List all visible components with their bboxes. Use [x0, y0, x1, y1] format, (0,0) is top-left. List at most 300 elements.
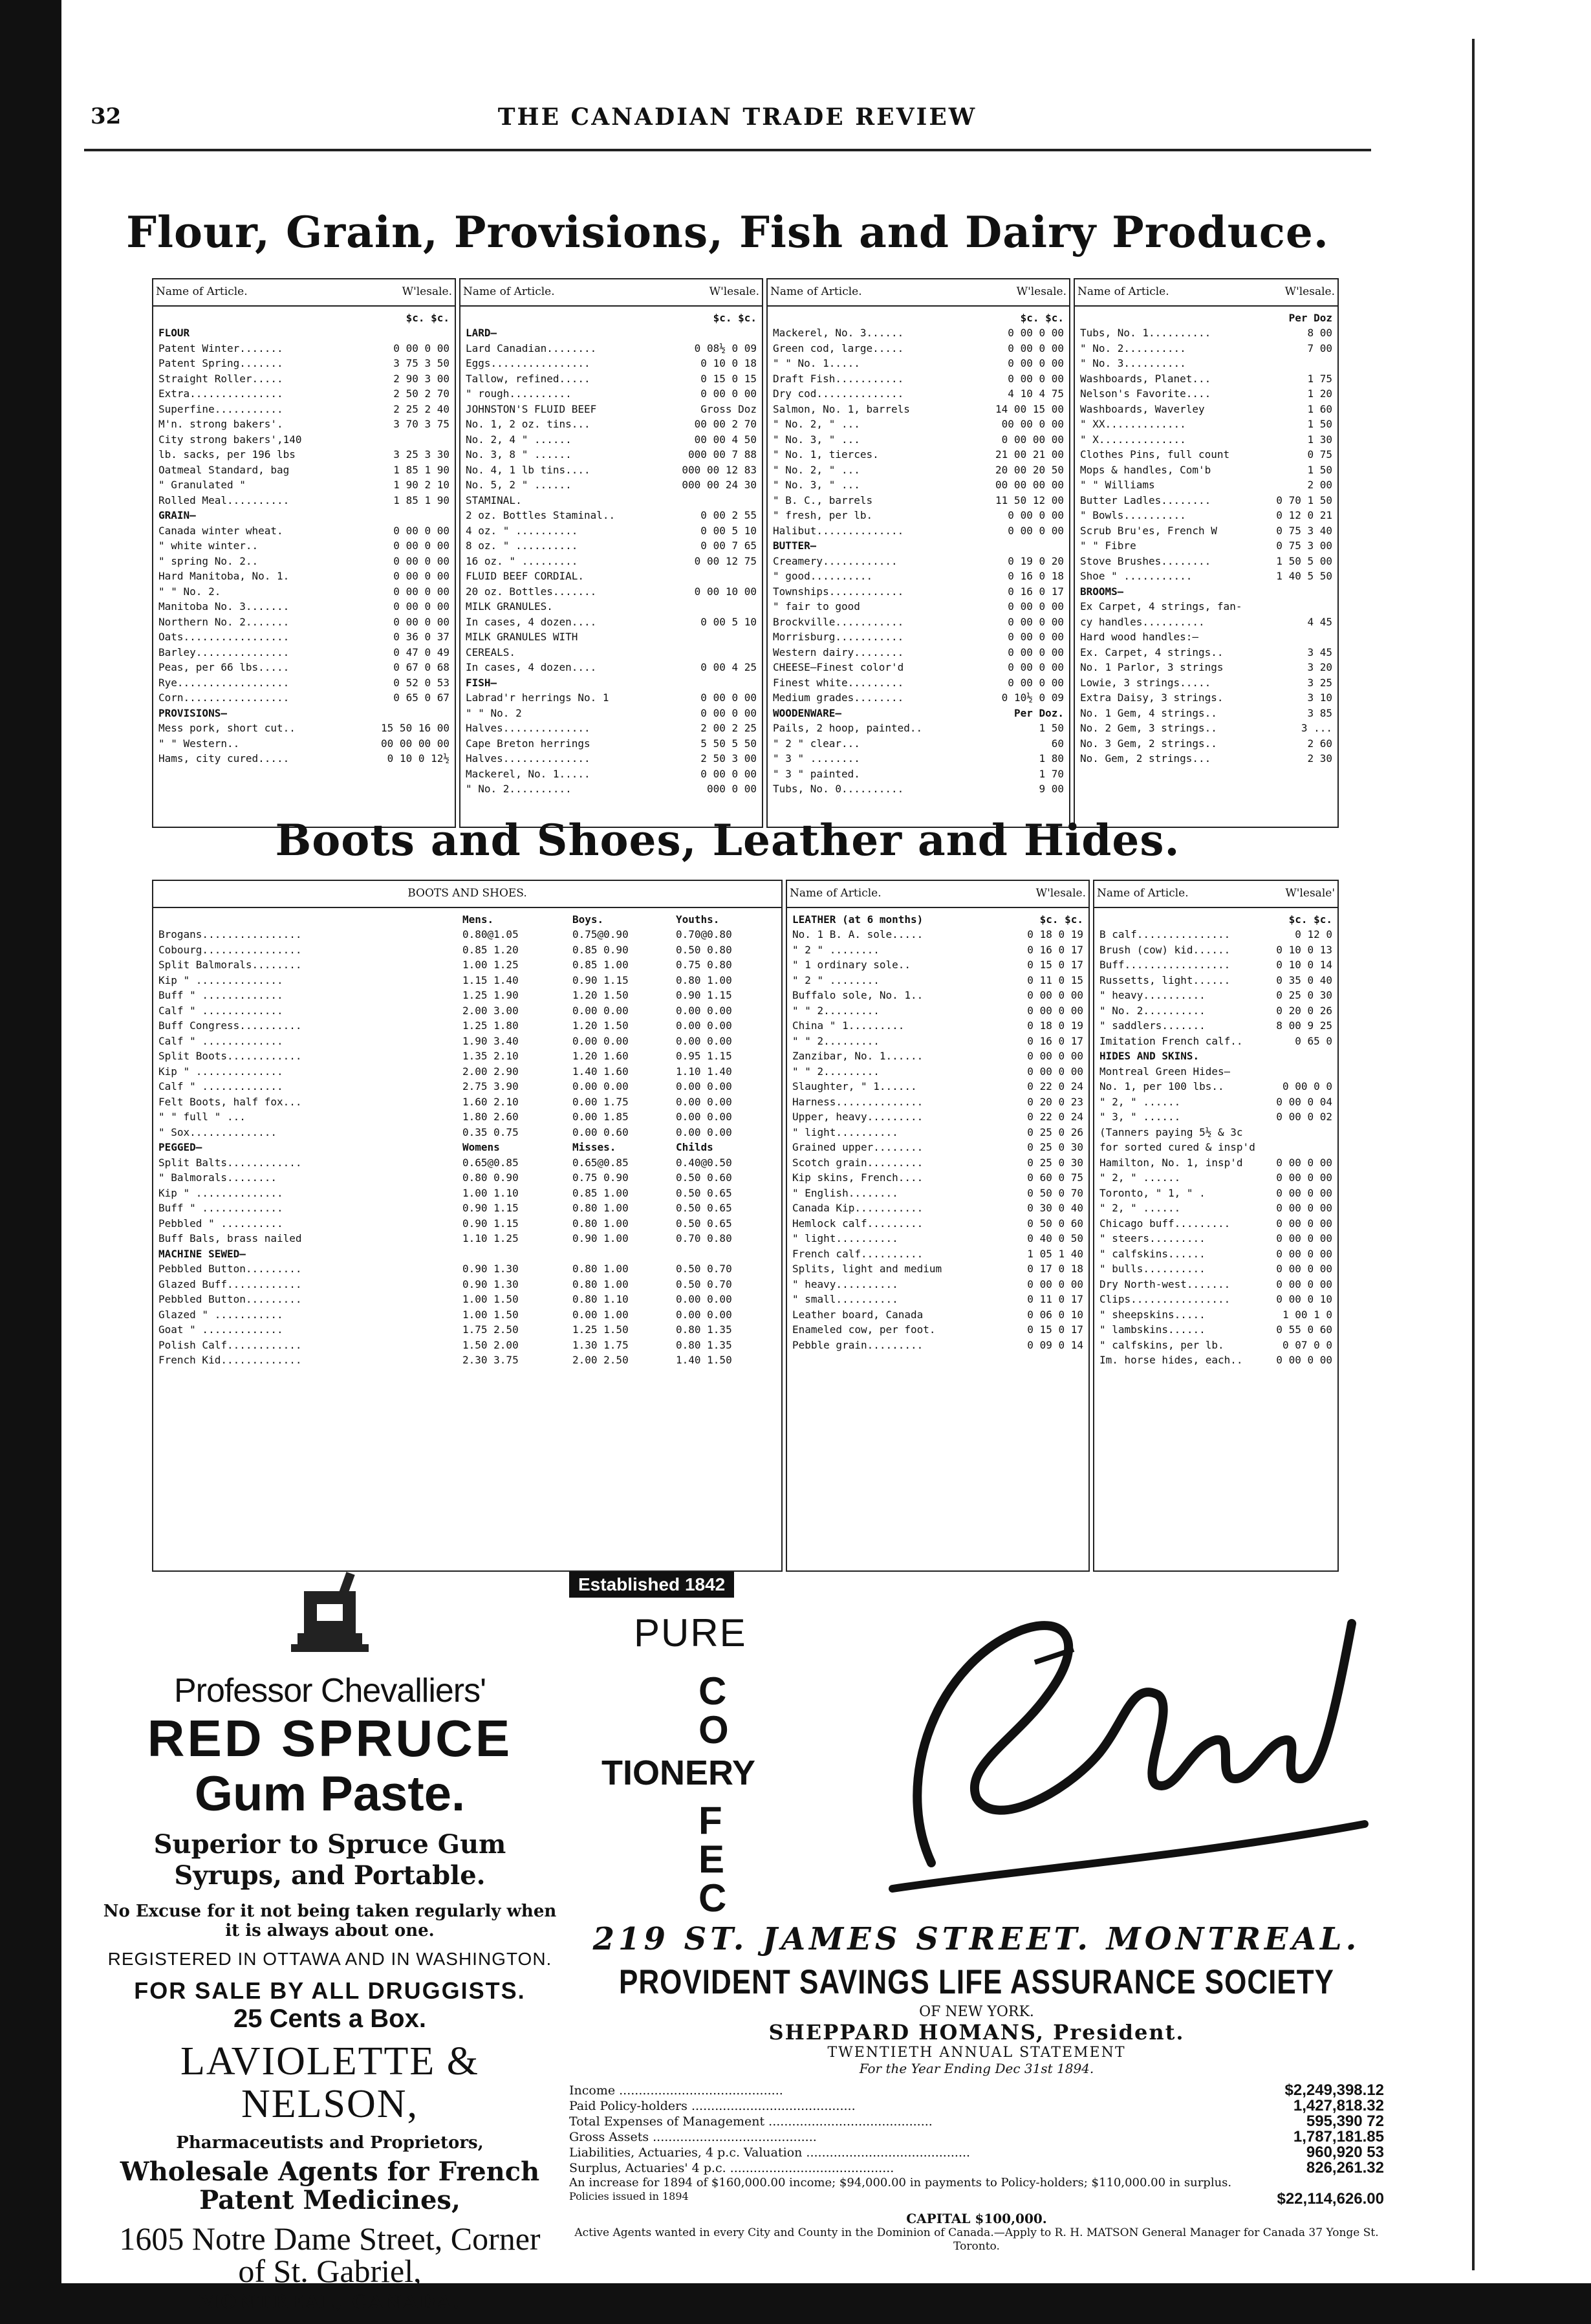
item-price: 1 85 1 90	[393, 494, 449, 506]
ad-letter-c: C	[698, 1669, 727, 1713]
list-item	[466, 477, 757, 493]
item-name: " 2 " ........	[792, 943, 880, 956]
scan-edge-left	[0, 0, 61, 2324]
list-item	[1080, 675, 1332, 691]
item-name: " " No. 2	[466, 706, 522, 719]
item-price: 2 00	[1307, 479, 1332, 491]
item-price: 0 17 0 18	[1027, 1263, 1083, 1275]
item-name: Tallow, refined.....	[466, 372, 590, 385]
item-name: WOODENWARE—	[773, 706, 841, 719]
item-name: Halves..............	[466, 752, 590, 765]
item-price: 0 20 0 23	[1027, 1095, 1083, 1108]
item-name: No. 3, 8 " ......	[466, 448, 572, 461]
list-item	[158, 1109, 776, 1125]
list-item	[466, 493, 757, 508]
item-price: Womens	[462, 1141, 500, 1153]
item-price: Mens.	[462, 913, 494, 926]
list-item	[158, 569, 449, 584]
item-name: MACHINE SEWED—	[158, 1247, 246, 1260]
item-name: " Sox..............	[158, 1125, 277, 1138]
item-name: Canada winter wheat.	[158, 524, 283, 537]
list-item	[1080, 477, 1332, 493]
item-price: 0.00 0.00	[572, 1034, 629, 1047]
item-price: 0.90 1.00	[572, 1232, 629, 1244]
provident-line	[569, 2098, 1384, 2114]
item-price: 0 35 0 40	[1276, 973, 1332, 986]
item-price: 1 75	[1307, 372, 1332, 385]
item-name: " 3 " painted.	[773, 767, 860, 780]
item-price: 20 00 20 50	[995, 463, 1064, 476]
item-name: " 2 " clear...	[773, 737, 860, 750]
ad-provident	[569, 1963, 1384, 2253]
item-name: Washboards, Waverley	[1080, 402, 1205, 415]
column-header	[153, 279, 455, 307]
item-price: 2 90 3 00	[393, 372, 449, 385]
list-item	[1099, 1307, 1332, 1323]
item-price: 0 00 0 00	[700, 706, 757, 719]
item-name: Pebbled Button.........	[158, 1293, 302, 1305]
ad-letter-f: F	[698, 1799, 722, 1842]
item-name: Montreal Green Hides—	[1099, 1065, 1231, 1078]
provident-line-value: 826,261.32	[1306, 2159, 1384, 2177]
item-name: " " Western..	[158, 737, 240, 750]
item-price: 1 00 1 0	[1282, 1308, 1332, 1321]
page-number: 32	[91, 103, 122, 129]
item-name: Green cod, large.....	[773, 342, 904, 354]
item-name: 4 oz. " ..........	[466, 524, 578, 537]
item-price: 0 00 0 00	[1276, 1263, 1332, 1275]
item-price: 0 00 0 00	[1008, 524, 1064, 537]
item-name: Draft Fish...........	[773, 372, 904, 385]
item-price: 0 00 0 00	[393, 342, 449, 354]
item-name: Mops & handles, Com'b	[1080, 463, 1211, 476]
item-price: 0 00 0 00	[1008, 509, 1064, 521]
list-item	[158, 310, 449, 326]
item-name: " " full " ...	[158, 1111, 246, 1123]
list-item	[158, 645, 449, 660]
item-price: 0 15 0 15	[700, 372, 757, 385]
item-name: " white winter..	[158, 539, 259, 552]
list-item	[1099, 912, 1332, 928]
list-item	[792, 1140, 1083, 1155]
item-price: 0 10½ 0 09	[1001, 691, 1064, 704]
list-item	[792, 927, 1083, 942]
item-name: Cobourg................	[158, 943, 302, 956]
item-price: 0.00 0.00	[572, 1004, 629, 1017]
list-item	[792, 1246, 1083, 1262]
provident-line-value: 595,390 72	[1306, 2112, 1384, 2130]
list-item	[792, 1322, 1083, 1338]
item-name: Scotch grain.........	[792, 1156, 924, 1169]
item-name: Clothes Pins, full count	[1080, 448, 1230, 461]
item-name: Oatmeal Standard, bag	[158, 463, 290, 476]
list-item	[466, 356, 757, 371]
list-item	[1080, 356, 1332, 371]
list-item	[466, 447, 757, 462]
list-item	[1080, 325, 1332, 341]
ad-city: MONTREAL, CANADA.	[199, 2291, 461, 2312]
item-price: 1 60	[1307, 402, 1332, 415]
list-item	[466, 325, 757, 341]
item-name: City strong bakers',140	[158, 433, 302, 446]
list-item	[466, 660, 757, 675]
item-name: French Kid.............	[158, 1354, 302, 1366]
provident-line	[569, 2114, 1384, 2129]
list-item	[158, 1140, 776, 1155]
item-name: 2 oz. Bottles Staminal..	[466, 509, 616, 521]
item-price: 0 36 0 37	[393, 631, 449, 643]
list-item	[158, 462, 449, 478]
price-panel-leather	[786, 880, 1090, 1572]
item-name: " No. 1, tierces.	[773, 448, 879, 461]
item-price: 1 20	[1307, 387, 1332, 400]
item-name: " 2, " ......	[1099, 1171, 1181, 1184]
column-header	[768, 279, 1069, 307]
list-item	[1080, 508, 1332, 523]
list-item	[1099, 1246, 1332, 1262]
item-name: Manitoba No. 3.......	[158, 600, 290, 613]
item-price: 0 00 0 00	[393, 600, 449, 613]
item-price: 0 00 12 75	[694, 554, 757, 567]
item-price: Misses.	[572, 1141, 616, 1153]
item-name: " " No. 1.....	[773, 357, 860, 369]
provident-agents: Active Agents wanted in every City and County in the Dominion of Canada.—Apply to R. H. MATSON General Manager for Canada 37 Yonge St. Toronto.	[574, 2226, 1379, 2253]
list-item	[158, 675, 449, 691]
item-price: 0 00 0 00	[1276, 1277, 1332, 1290]
list-item	[158, 1292, 776, 1307]
list-item	[792, 957, 1083, 973]
list-item	[158, 660, 449, 675]
item-price: 00 00 4 50	[694, 433, 757, 446]
item-price: 2 50 3 00	[700, 752, 757, 765]
list-item	[773, 554, 1064, 569]
list-item	[158, 584, 449, 600]
ad-wholesale: Wholesale Agents for French Patent Medicines,	[120, 2156, 540, 2215]
item-price: 0 00 0 00	[1276, 1247, 1332, 1260]
item-name: Patent Spring.......	[158, 357, 283, 369]
item-price: Childs	[676, 1141, 713, 1153]
page-header	[91, 103, 1371, 142]
item-price: 0 00 0 00	[393, 615, 449, 628]
item-name: Harness..............	[792, 1095, 924, 1108]
list-item	[1080, 523, 1332, 539]
item-name: " heavy..........	[1099, 989, 1206, 1001]
item-name: " good..........	[773, 570, 873, 582]
list-item	[773, 584, 1064, 600]
ad-tagline-2: Syrups, and Portable.	[174, 1860, 486, 1891]
list-item	[792, 1277, 1083, 1292]
list-item	[792, 1200, 1083, 1216]
list-item	[158, 417, 449, 432]
list-item	[1080, 447, 1332, 462]
item-name: Split Boots............	[158, 1050, 302, 1062]
item-price: Per Doz.	[1013, 706, 1064, 719]
list-item	[466, 554, 757, 569]
provident-policies-label: Policies issued in 1894	[569, 2190, 689, 2202]
item-price: 000 00 7 88	[688, 448, 757, 461]
column-header	[460, 279, 762, 307]
item-price: 0 18 0 19	[1027, 928, 1083, 940]
item-name: Kip " ..............	[158, 1186, 283, 1199]
item-price: 0 00 0 00	[1276, 1156, 1332, 1169]
item-price: 0 00 0 00	[1276, 1354, 1332, 1366]
item-price: 1.20 1.60	[572, 1050, 629, 1062]
item-price: 0.95 1.15	[676, 1050, 732, 1062]
item-price: 1.00 1.50	[462, 1293, 519, 1305]
item-price: 0 00 0 00	[393, 524, 449, 537]
list-item	[773, 721, 1064, 736]
list-item	[1099, 1261, 1332, 1277]
item-name: Northern No. 2.......	[158, 615, 290, 628]
list-item	[158, 432, 449, 448]
item-price: 1.90 3.40	[462, 1034, 519, 1047]
list-item	[792, 1109, 1083, 1125]
item-price: 0.80 1.00	[572, 1202, 629, 1214]
list-item	[773, 781, 1064, 797]
list-item	[466, 402, 757, 417]
item-name: Townships............	[773, 585, 904, 598]
list-item	[158, 614, 449, 630]
list-item	[1099, 1125, 1332, 1140]
item-price: 0 00 0 00	[1008, 661, 1064, 673]
item-price: Per Doz	[1288, 311, 1332, 324]
item-name: " 1 ordinary sole..	[792, 959, 911, 971]
list-item	[466, 310, 757, 326]
item-price: 0 00 0 00	[700, 387, 757, 400]
list-item	[158, 325, 449, 341]
item-price: 0.90 1.15	[572, 973, 629, 986]
list-item	[773, 569, 1064, 584]
item-price: 0.85 0.90	[572, 943, 629, 956]
item-price: Gross Doz	[700, 402, 757, 415]
item-price: 0.35 0.75	[462, 1125, 519, 1138]
list-item	[158, 1352, 776, 1368]
section-title-boots: Boots and Shoes, Leather and Hides.	[275, 815, 1180, 865]
item-price: 0 22 0 24	[1027, 1111, 1083, 1123]
item-name: Brush (cow) kid......	[1099, 943, 1231, 956]
item-price: 0 10 0 13	[1276, 943, 1332, 956]
item-price: 3 ...	[1301, 722, 1332, 734]
list-item	[466, 523, 757, 539]
provident-line	[569, 2129, 1384, 2145]
ad-firm: LAVIOLETTE & NELSON,	[180, 2039, 479, 2126]
ad-brand-name: Professor Chevalliers'	[173, 1672, 486, 1710]
item-price: 0 00 0 00	[393, 570, 449, 582]
list-item	[1099, 1034, 1332, 1049]
list-item	[158, 1216, 776, 1232]
list-item	[158, 736, 449, 752]
item-price: 0.90 1.30	[462, 1263, 519, 1275]
ad-red-spruce	[97, 1572, 563, 2312]
item-price: 0.75 0.80	[676, 959, 732, 971]
list-item	[158, 1064, 776, 1080]
item-price: 0 00 0 00	[393, 554, 449, 567]
list-item	[1099, 1109, 1332, 1125]
item-name: Felt Boots, half fox...	[158, 1095, 302, 1108]
item-price: 0.00 0.00	[676, 1019, 732, 1032]
column-header-name: Name of Article.	[1077, 285, 1169, 298]
item-name: Kip " ..............	[158, 1065, 283, 1078]
provident-line	[569, 2145, 1384, 2160]
item-name: Mess pork, short cut..	[158, 722, 296, 734]
item-name: " 2, " ......	[1099, 1095, 1181, 1108]
list-item	[158, 508, 449, 523]
item-price: 0 22 0 24	[1027, 1080, 1083, 1092]
item-price: 0 00 0 00	[1276, 1171, 1332, 1184]
item-name: Slaughter, " 1......	[792, 1080, 917, 1092]
provident-of: OF NEW YORK.	[919, 2004, 1034, 2020]
list-item	[158, 599, 449, 614]
item-name: Creamery............	[773, 554, 898, 567]
item-name: Russetts, light......	[1099, 973, 1231, 986]
list-item	[1099, 1003, 1332, 1019]
item-name: Tubs, No. 0..........	[773, 783, 904, 795]
item-price: 1 70	[1039, 767, 1064, 780]
item-name: lb. sacks, per 196 lbs	[158, 448, 296, 461]
list-item	[773, 706, 1064, 721]
item-price: 0.75 0.90	[572, 1171, 629, 1184]
provident-line-value: 960,920 53	[1306, 2144, 1384, 2161]
list-item	[466, 341, 757, 356]
item-name: Hamilton, No. 1, insp'd	[1099, 1156, 1243, 1169]
ad-tio: TIO	[601, 1754, 660, 1792]
ad-proprietors: Pharmaceutists and Proprietors,	[176, 2133, 484, 2153]
item-price: 000 00 12 83	[682, 463, 757, 476]
item-name: Toronto, " 1, " .	[1099, 1186, 1206, 1199]
item-price: 0 75	[1307, 448, 1332, 461]
item-name: " No. 2..........	[1080, 342, 1186, 354]
item-price: 0 55 0 60	[1276, 1323, 1332, 1336]
item-price: 0.70 0.80	[676, 1232, 732, 1244]
item-price: 0.00 0.00	[676, 1080, 732, 1092]
item-name: " XX.............	[1080, 418, 1186, 430]
list-item	[158, 371, 449, 387]
item-name: CHEESE—Finest color'd	[773, 661, 904, 673]
item-name: Buffalo sole, No. 1..	[792, 989, 924, 1001]
item-price: 1.30 1.75	[572, 1338, 629, 1351]
item-price: 0.50 0.60	[676, 1171, 732, 1184]
item-price: 0.00 1.85	[572, 1111, 629, 1123]
item-name: cy handles..........	[1080, 615, 1205, 628]
item-price: 0 00 0 00	[1008, 676, 1064, 689]
item-price: 0 52 0 53	[393, 676, 449, 689]
item-price: 0 11 0 17	[1027, 1293, 1083, 1305]
item-name: Butter Ladles........	[1080, 494, 1211, 506]
item-name: " X..............	[1080, 433, 1186, 446]
list-item	[466, 736, 757, 752]
list-item	[792, 1186, 1083, 1201]
item-price: 1.60 2.10	[462, 1095, 519, 1108]
list-item	[466, 675, 757, 691]
provident-line-label: Surplus, Actuaries' 4 p.c. ..........................................	[569, 2161, 894, 2175]
list-item	[1080, 629, 1332, 645]
item-price: 0 00 0 02	[1276, 1111, 1332, 1123]
list-item	[466, 706, 757, 721]
column-header-name: Name of Article.	[790, 887, 882, 900]
item-name: " light..........	[792, 1232, 898, 1244]
item-name: Polish Calf............	[158, 1338, 302, 1351]
item-price: 0 07 0 0	[1282, 1338, 1332, 1351]
provident-line-label: Income ..........................................	[569, 2083, 783, 2098]
item-price: 5 50 5 50	[700, 737, 757, 750]
item-name: Mackerel, No. 3......	[773, 327, 904, 339]
list-item	[792, 1034, 1083, 1049]
item-price: 15 50 16 00	[381, 722, 449, 734]
item-name: Chicago buff.........	[1099, 1217, 1231, 1230]
price-panel-hides	[1093, 880, 1339, 1572]
item-price: 0 00 0 00	[393, 539, 449, 552]
item-name: Shoe " ...........	[1080, 570, 1193, 582]
list-item	[1099, 1094, 1332, 1110]
ad-alexander-address: 219 ST. JAMES STREET. MONTREAL.	[592, 1921, 1361, 1957]
item-price: 0 30 0 40	[1027, 1202, 1083, 1214]
item-name: " No. 2..........	[466, 783, 572, 795]
provident-title: PROVIDENT SAVINGS LIFE ASSURANCE SOCIETY	[619, 1963, 1334, 2001]
list-item	[773, 417, 1064, 432]
item-price: $c. $c.	[406, 311, 449, 324]
item-name: In cases, 4 dozen....	[466, 661, 597, 673]
item-price: 0.00 0.00	[676, 1293, 732, 1305]
list-item	[466, 569, 757, 584]
list-item	[466, 432, 757, 448]
item-name: No. 5, 2 " ......	[466, 479, 572, 491]
item-name: JOHNSTON'S FLUID BEEF	[466, 402, 597, 415]
item-price: 0 00 0 00	[1276, 1232, 1332, 1244]
column-header-name: Name of Article.	[770, 285, 862, 298]
provident-capital: CAPITAL $100,000.	[906, 2211, 1047, 2226]
item-price: 4 10 4 75	[1008, 387, 1064, 400]
list-item	[792, 988, 1083, 1003]
list-item	[158, 706, 449, 721]
item-name: Salmon, No. 1, barrels	[773, 402, 910, 415]
list-item	[466, 766, 757, 782]
item-price: 0 00 0 0	[1282, 1080, 1332, 1092]
list-item	[773, 402, 1064, 417]
item-price: 0 00 0 00	[1008, 372, 1064, 385]
item-name: No. 1 Gem, 4 strings..	[1080, 706, 1217, 719]
item-price: 1.25 1.80	[462, 1019, 519, 1032]
item-name: Lard Canadian........	[466, 342, 597, 354]
item-price: 1 30	[1307, 433, 1332, 446]
list-item	[1099, 1322, 1332, 1338]
list-item	[773, 538, 1064, 554]
list-item	[1099, 1200, 1332, 1216]
list-item	[792, 1170, 1083, 1186]
list-item	[773, 371, 1064, 387]
list-item	[773, 736, 1064, 752]
item-name: " bulls..........	[1099, 1263, 1206, 1275]
column-header-wholesale: W'lesale.	[402, 285, 452, 298]
item-name: Ex. Carpet, 4 strings..	[1080, 646, 1224, 658]
list-item	[792, 912, 1083, 928]
item-price: 0.40@0.50	[676, 1156, 732, 1169]
item-name: " 3, " ......	[1099, 1111, 1181, 1123]
list-item	[158, 1003, 776, 1019]
price-panel-lard-fish	[459, 278, 763, 828]
list-item	[466, 690, 757, 706]
list-item	[158, 477, 449, 493]
list-item	[1080, 538, 1332, 554]
item-price: 0 60 0 75	[1027, 1171, 1083, 1184]
list-item	[158, 1170, 776, 1186]
item-name: STAMINAL.	[466, 494, 522, 506]
list-item	[158, 1231, 776, 1246]
item-name: 20 oz. Bottles.......	[466, 585, 597, 598]
list-item	[1099, 1064, 1332, 1080]
list-item	[158, 1246, 776, 1262]
item-price: 0 15 0 17	[1027, 959, 1083, 971]
item-price: Boys.	[572, 913, 604, 926]
